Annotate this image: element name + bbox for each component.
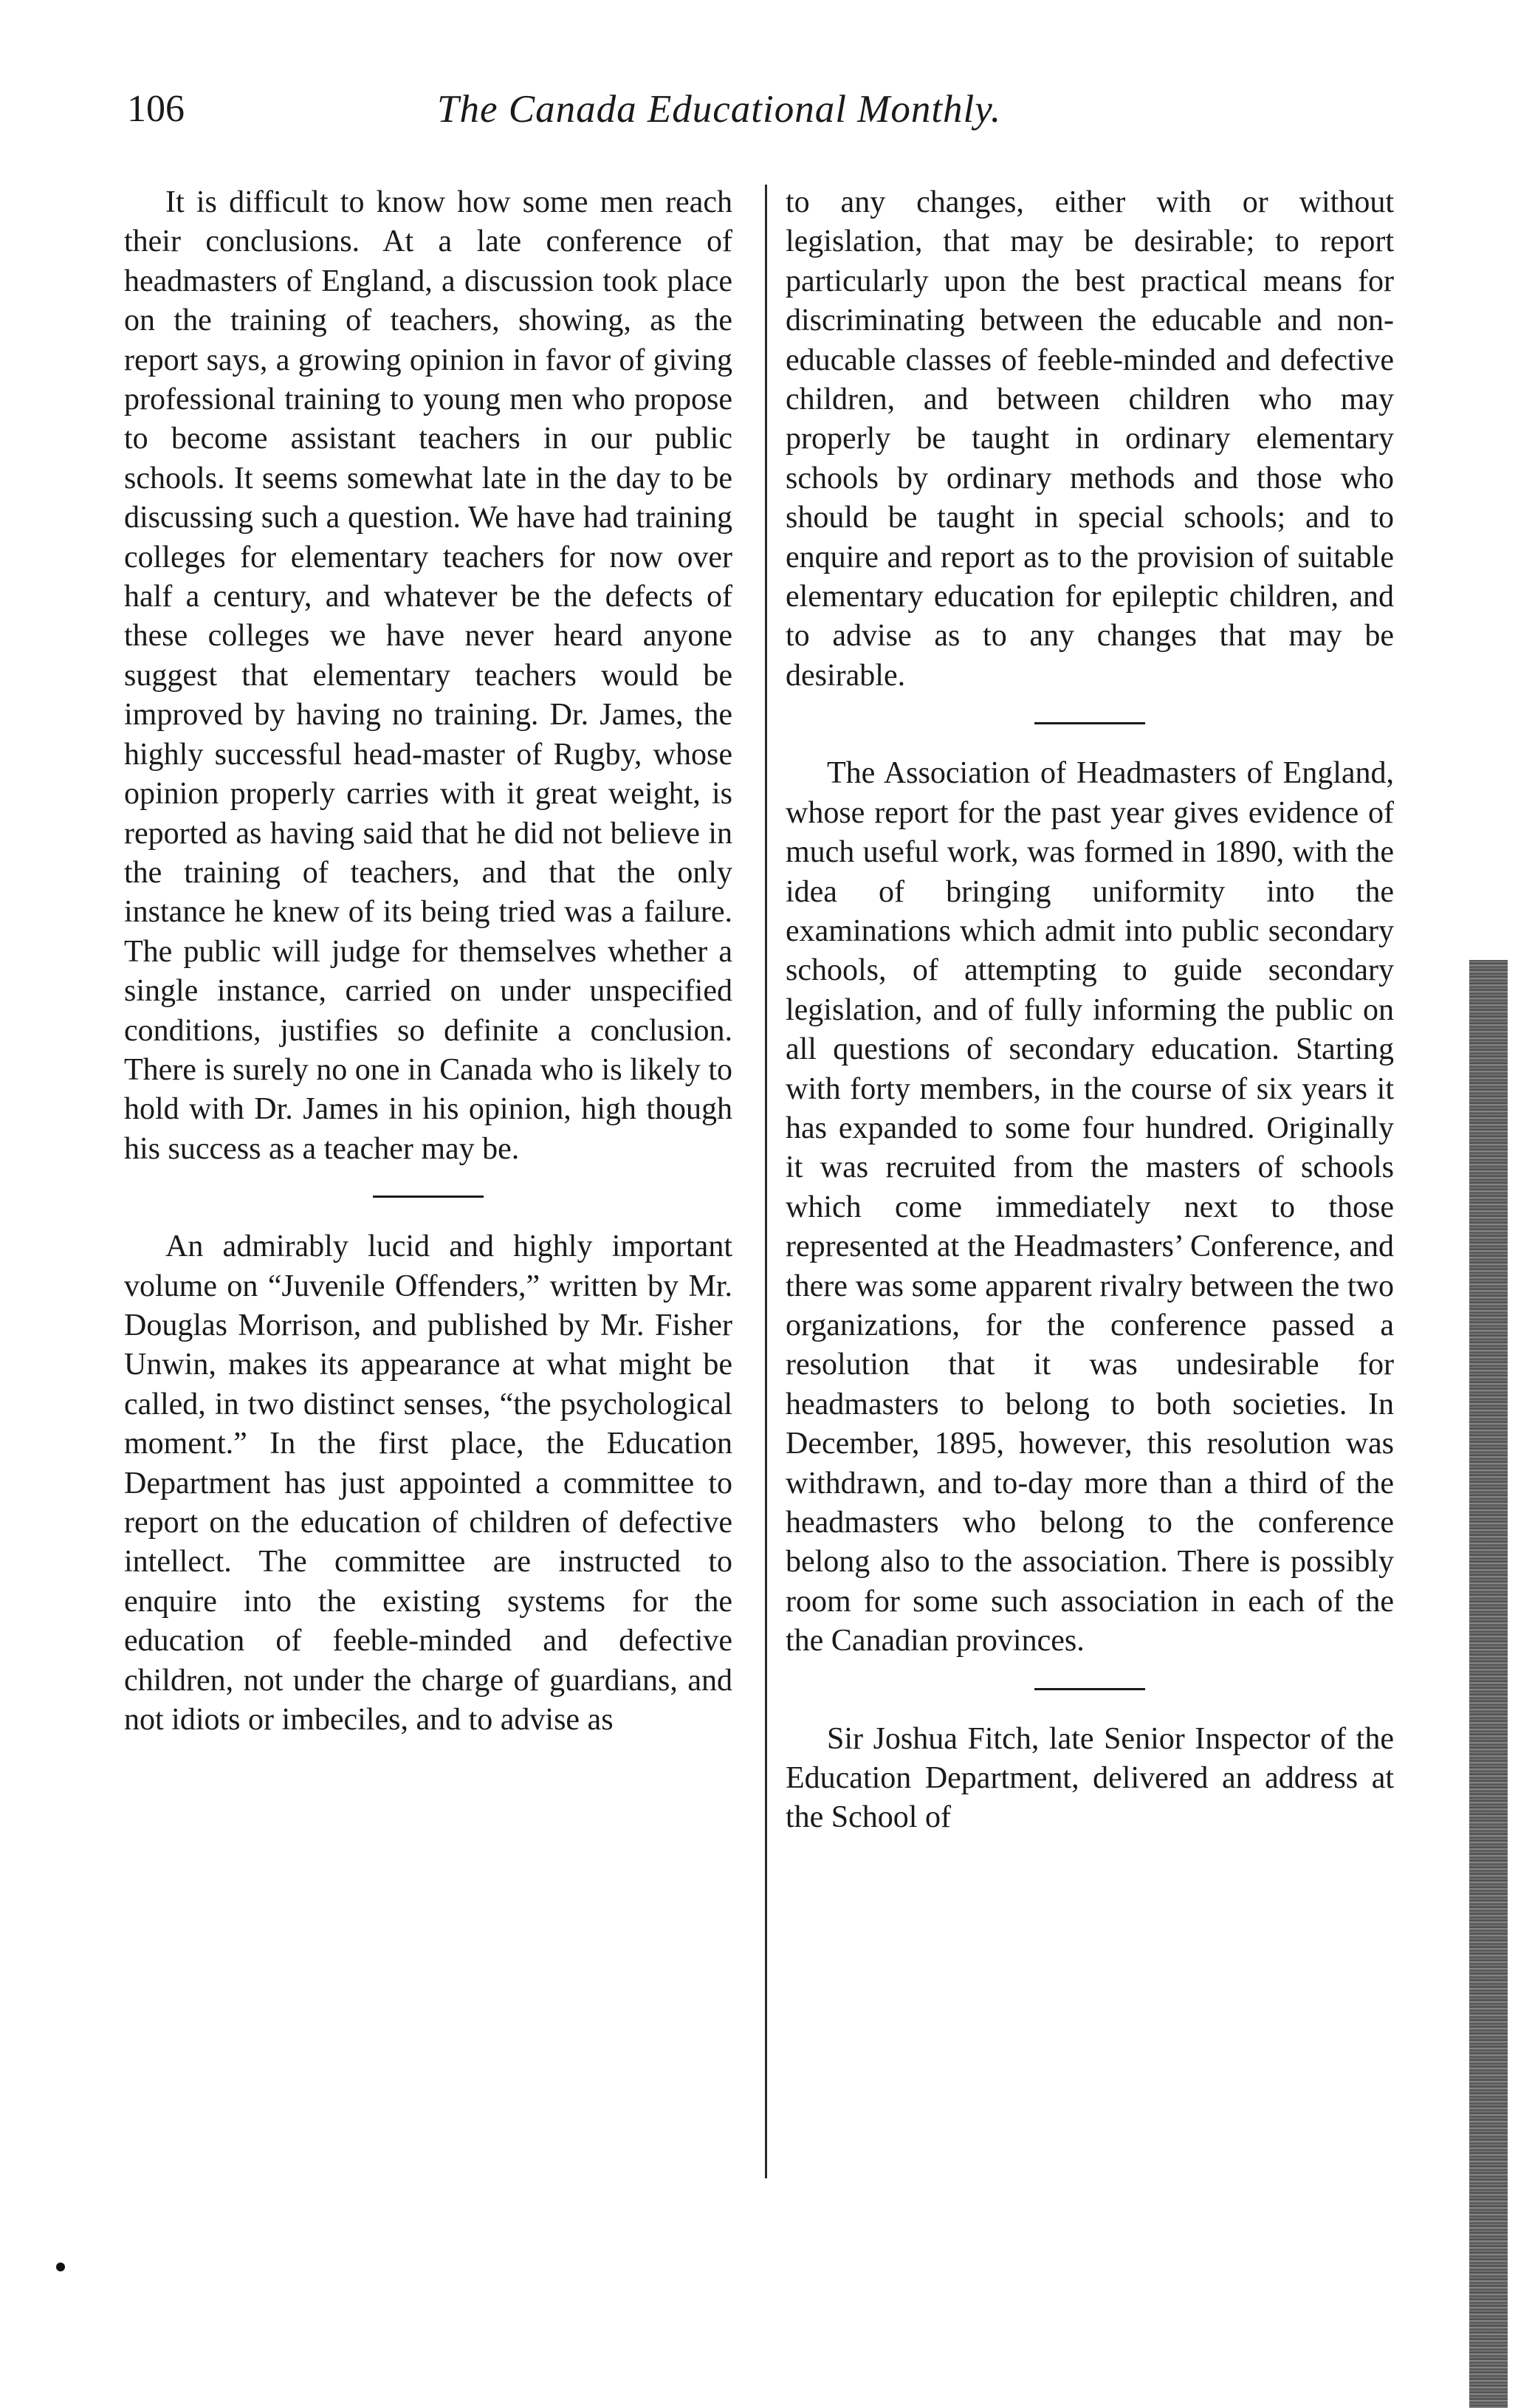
paragraph-teacher-training: It is difficult to know how some men reach their conclusions. At a late conference of headmasters of England, a discussion took place on the training of teachers, showing, as the report says, a growing opinion in favor of giving professional training to young men who propose to become assistant teachers in our public schools. It seems somewhat late in the day to be discussing such a question. We have had training colleges for elementary teachers for now over half a century, and whatever be the defects of these colleges we have never heard anyone suggest that elementary teachers would be improved by having no training. Dr. James, the highly successful head-master of Rugby, whose opinion properly carries with it great weight, is reported as having said that he did not believe in the training of teachers, and that the only instance he knew of its being tried was a failure. The public will judge for themselves whether a single instance, carried on under unspecified conditions, justifies so definite a conclusion. There is surely no one in Canada who is likely to hold with Dr. James in his opinion, high though his success as a teacher may be.: [124, 185, 732, 1166]
column-rule: [765, 185, 767, 2178]
paragraph-committee-continued: to any changes, either with or without legislation, that may be desirable; to report particularly upon the best practical means for discriminating between the educable and non-educable classes of feeble-minded and defective children, and between children who may properly be taught in ordinary elementary schools by ordinary methods and those who should be taught in special schools; and to enquire and report as to the provision of suitable elementary education for epileptic children, and to advise as to any changes that may be desirable.: [786, 185, 1394, 693]
running-title: The Canada Educational Monthly.: [437, 88, 1002, 131]
section-separator: [1034, 722, 1145, 724]
right-column: [786, 183, 1394, 1838]
paragraph-joshua-fitch: Sir Joshua Fitch, late Senior Inspector of the Education Department, delivered an address at the School of: [786, 1721, 1394, 1835]
scan-edge-texture: [1469, 960, 1508, 2408]
left-column: [124, 183, 732, 1740]
section-separator: [1034, 1688, 1145, 1690]
scan-dot-mark: [56, 2263, 65, 2271]
paragraph-association-headmasters: The Association of Headmasters of England, whose report for the past year gives evidence of much useful work, was formed in 1890, with the idea of bringing uniformity into the examinations which admit into public secondary schools, of attempting to guide secondary legislation, and of fully informing the public on all questions of secondary education. Starting with forty members, in the course of six years it has expanded to some four hundred. Originally it was recruited from the masters of schools which come immediately next to those represented at the Headmasters’ Conference, and there was some apparent rivalry between the two organizations, for the conference passed a resolution that it was undesirable for headmasters to belong to both societies. In December, 1895, however, this resolution was withdrawn, and to-day more than a third of the headmasters who belong to the conference belong also to the association. There is possibly room for some such association in each of the the Canadian provinces.: [786, 756, 1394, 1658]
section-separator: [373, 1196, 484, 1198]
paragraph-juvenile-offenders: An admirably lucid and highly important volume on “Juvenile Offenders,” written by Mr. Douglas Morrison, and published by Mr. Fisher Unwin, makes its appearance at what might be called, in two distinct senses, “the psychological moment.” In the first place, the Education Department has just appointed a committee to report on the education of children of defective intellect. The committee are instructed to enquire into the existing systems for the education of feeble-minded and defective children, not under the charge of guardians, and not idiots or imbeciles, and to advise as: [124, 1229, 732, 1738]
page-number: 106: [127, 88, 185, 130]
